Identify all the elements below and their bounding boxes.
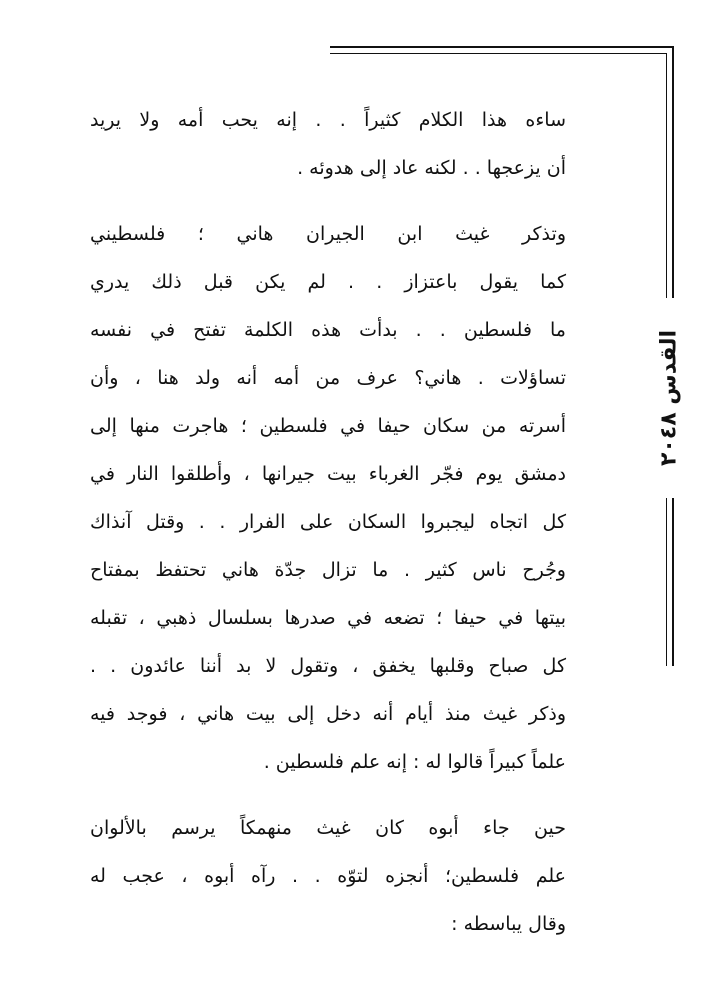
text-line: وجُرح ناس كثير . ما تزال جدّة هاني تحتفظ بمفتاح (90, 559, 566, 581)
paragraph-1 (90, 96, 606, 192)
text-line: كل صباح وقلبها يخفق ، وتقول لا بد أننا عائدون . . (90, 655, 566, 677)
text-line: وتذكر غيث ابن الجيران هاني ؛ فلسطيني (90, 223, 566, 245)
running-header: القدس ٢٠٤٨ (656, 329, 682, 467)
frame-right-lower-outer-line (672, 498, 674, 666)
frame-right-outer-line (672, 46, 674, 298)
text-line: كل اتجاه ليجبروا السكان على الفرار . . وقتل آنذاك (90, 511, 566, 533)
text-line: حين جاء أبوه كان غيث منهمكاً يرسم بالألوان (90, 817, 566, 839)
text-line: علماً كبيراً قالوا له : إنه علم فلسطين . (263, 751, 566, 773)
text-line: كما يقول باعتزاز . . لم يكن قبل ذلك يدري (90, 271, 566, 293)
paragraph-3 (90, 804, 606, 948)
text-line: علم فلسطين؛ أنجزه لتوّه . . رآه أبوه ، عجب له (90, 865, 566, 887)
text-line: أن يزعجها . . لكنه عاد إلى هدوئه . (297, 157, 566, 179)
frame-right-inner-line (666, 53, 667, 298)
text-line: بيتها في حيفا ؛ تضعه في صدرها بسلسال ذهبي ، تقبله (90, 607, 566, 629)
paragraph-2 (90, 210, 606, 786)
frame-top-inner-line (330, 53, 667, 54)
text-line: ما فلسطين . . بدأت هذه الكلمة تفتح في نفسه (90, 319, 566, 341)
text-line: وقال يباسطه : (451, 913, 566, 935)
text-line: تساؤلات . هاني؟ عرف من أمه أنه ولد هنا ، وأن (90, 367, 566, 389)
text-line: وذكر غيث منذ أيام أنه دخل إلى بيت هاني ، فوجد فيه (90, 703, 566, 725)
text-line: دمشق يوم فجّر الغرباء بيت جيرانها ، وأطلقوا النار في (90, 463, 566, 485)
text-line: أسرته من سكان حيفا في فلسطين ؛ هاجرت منها إلى (90, 415, 566, 437)
text-line: ساءه هذا الكلام كثيراً . . إنه يحب أمه ولا يريد (90, 109, 566, 131)
frame-right-lower-inner-line (666, 498, 667, 666)
body-text (90, 96, 606, 966)
frame-top-outer-line (330, 46, 674, 48)
